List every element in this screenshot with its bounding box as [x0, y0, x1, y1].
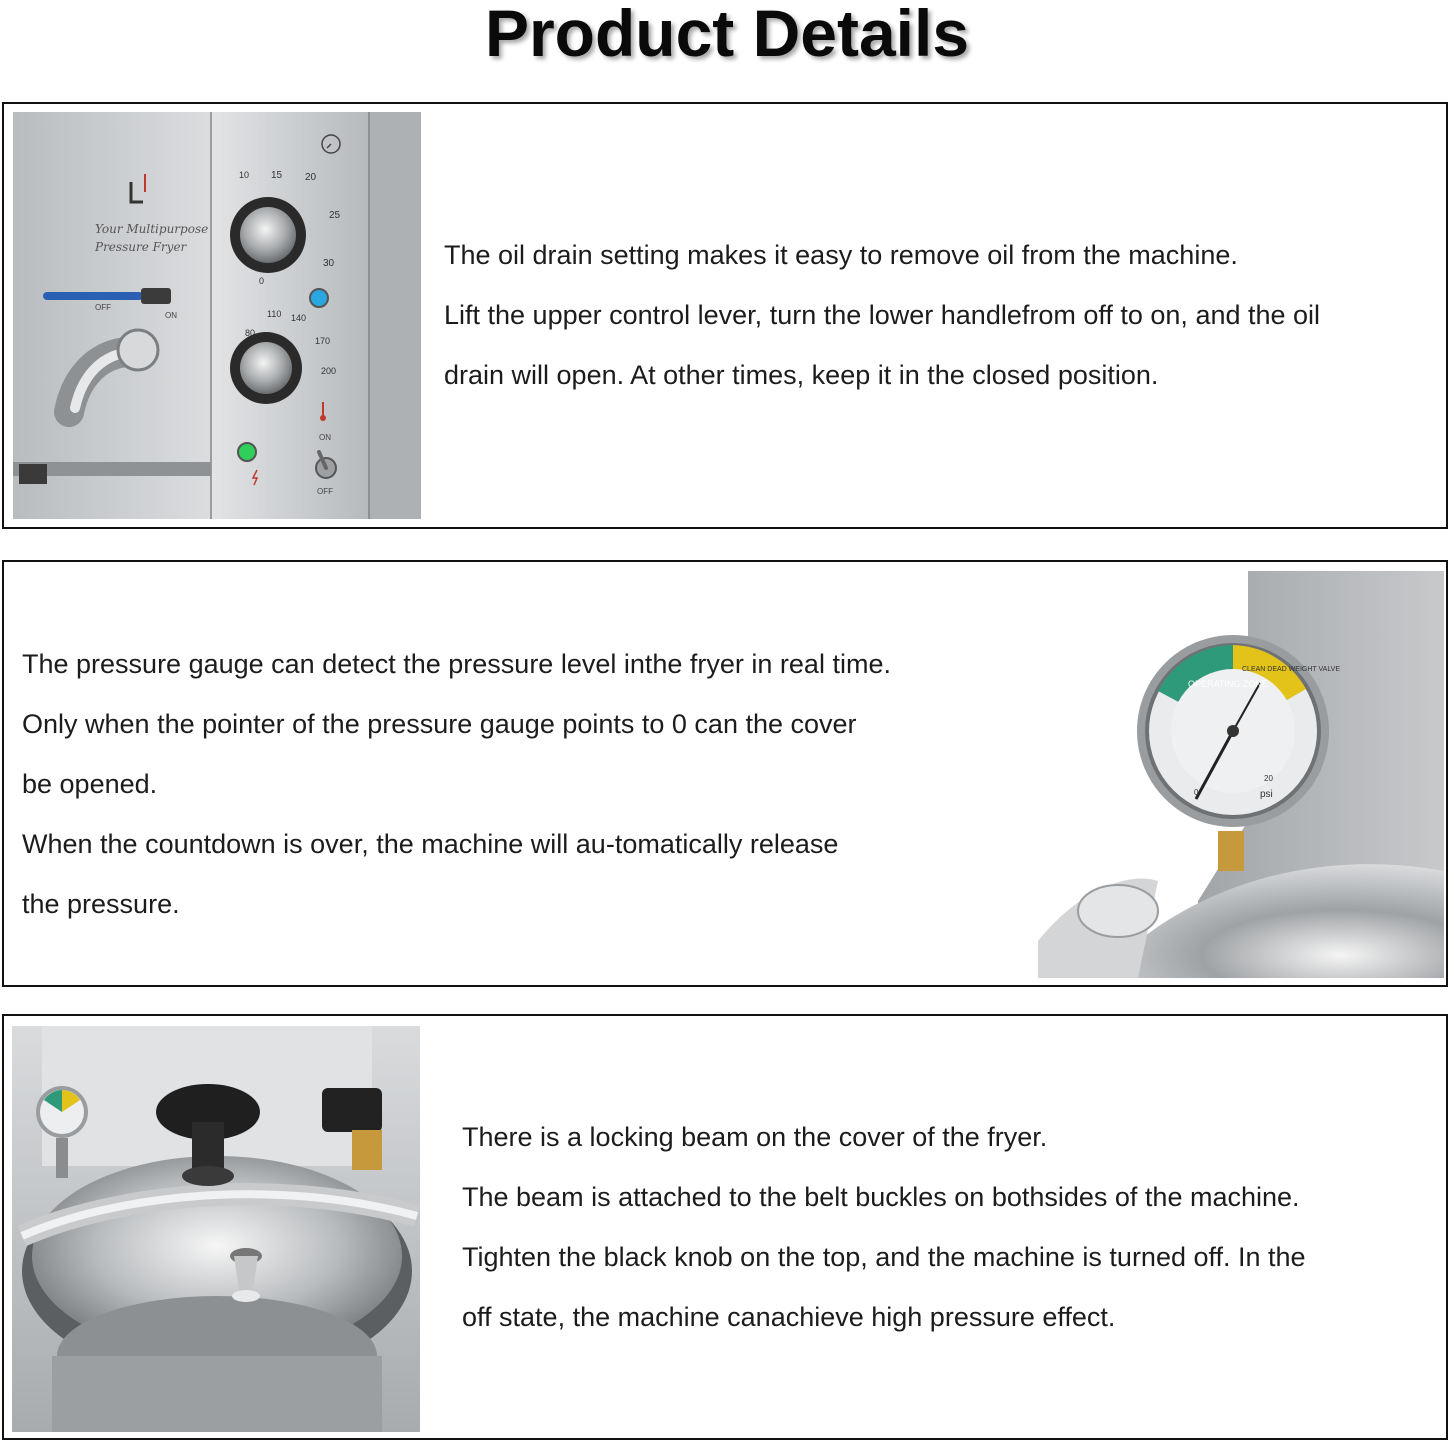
oil-drain-panel [2, 102, 1448, 529]
description-line: be opened. [22, 769, 158, 799]
fryer-lid-photo [12, 1026, 420, 1432]
lever-off-label: OFF [95, 303, 111, 312]
switch-off-label: OFF [317, 487, 333, 496]
page-title: Product Details [484, 0, 970, 70]
timer-tick: 30 [323, 258, 335, 269]
oil-drain-description [444, 225, 1434, 405]
locking-beam-description [462, 1107, 1432, 1347]
pressure-gauge-photo [1038, 571, 1444, 978]
temp-tick: 80 [245, 328, 256, 338]
description-line: off state, the machine canachieve high pressure effect. [462, 1302, 1116, 1332]
heating-indicator-green [238, 443, 256, 461]
description-line: The oil drain setting makes it easy to remove oil from the machine. [444, 240, 1238, 270]
description-line: the pressure. [22, 889, 180, 919]
gauge-max-label: 20 [1264, 774, 1273, 783]
temperature-knob [230, 332, 302, 404]
timer-knob [230, 197, 306, 273]
pressure-gauge-description [22, 634, 1032, 934]
locking-beam-panel [2, 1014, 1448, 1440]
description-line: There is a locking beam on the cover of the fryer. [462, 1122, 1048, 1152]
brand-line-2: Pressure Fryer [95, 240, 187, 254]
description-line: The pressure gauge can detect the pressure level inthe fryer in real time. [22, 649, 891, 679]
gauge-zone-green-label: OPERATING ZONE [1188, 679, 1268, 689]
description-line: The beam is attached to the belt buckles on bothsides of the machine. [462, 1182, 1300, 1212]
gauge-unit-label: psi [1260, 789, 1273, 800]
timer-tick: 15 [271, 170, 283, 181]
gauge-zero-label: 0 [1194, 788, 1199, 797]
timer-tick: 20 [305, 172, 317, 183]
description-line: Lift the upper control lever, turn the lower handlefrom off to on, and the oil [444, 300, 1321, 330]
temp-tick: 170 [315, 336, 331, 346]
description-line: drain will open. At other times, keep it in the closed position. [444, 360, 1159, 390]
brand-line-1: Your Multipurpose [95, 222, 209, 236]
temp-tick: 110 [267, 309, 282, 319]
lever-on-label: ON [165, 311, 177, 320]
timer-tick: 25 [329, 210, 341, 221]
control-panel-photo [13, 112, 421, 519]
switch-on-label: ON [319, 433, 331, 442]
description-line: Tighten the black knob on the top, and the machine is turned off. In the [462, 1242, 1306, 1272]
pressure-gauge [1137, 635, 1329, 827]
gauge-zone-yellow-label: CLEAN DEAD WEIGHT VALVE [1242, 666, 1341, 673]
pressure-gauge-panel [2, 560, 1448, 987]
description-line: Only when the pointer of the pressure gauge points to 0 can the cover [22, 709, 857, 739]
description-line: When the countdown is over, the machine will au-tomatically release [22, 829, 839, 859]
power-indicator-blue [310, 289, 328, 307]
temp-tick: 200 [321, 366, 337, 376]
temp-tick: 140 [291, 313, 307, 323]
timer-tick: 0 [259, 276, 265, 286]
timer-tick: 10 [239, 170, 250, 180]
